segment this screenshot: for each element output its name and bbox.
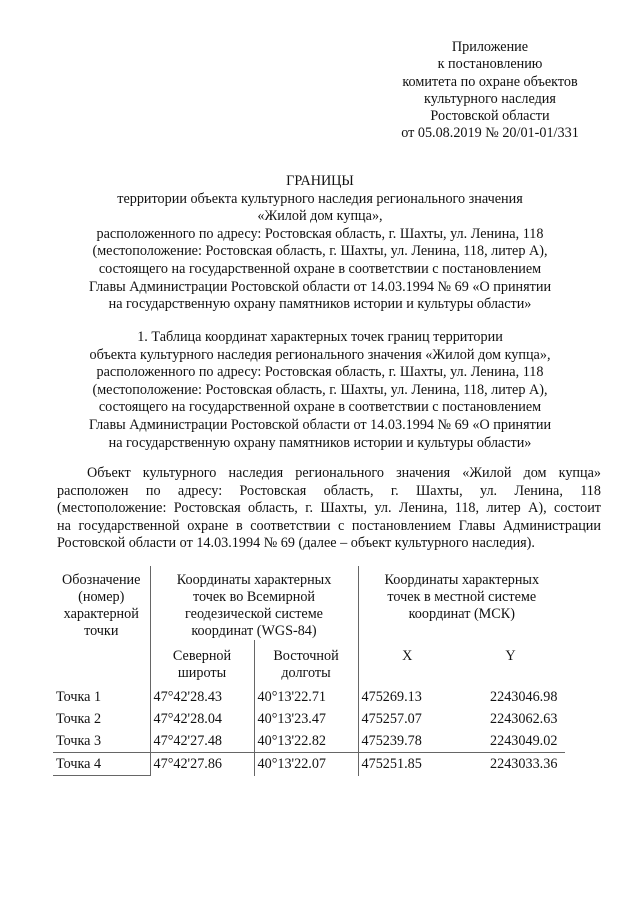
header-point-designation [53, 566, 150, 640]
caption-line: на государственную охрану памятников истории и культуры области» [108, 434, 532, 451]
header-text: Координаты характерных [384, 572, 540, 588]
appendix-line: Ростовской области [430, 108, 550, 125]
appendix-line: Приложение [451, 39, 529, 55]
header-text: координат (WGS-84) [191, 623, 317, 639]
header-wgs84 [150, 566, 358, 640]
title-line: Главы Администрации Ростовской области от 14.03.1994 № 69 «О принятии [88, 278, 552, 295]
y-cell: 2243033.36 [456, 753, 565, 776]
subheader-text: Северной [172, 648, 232, 664]
east-cell: 40°13'23.47 [254, 708, 358, 730]
y-cell: 2243046.98 [490, 688, 558, 705]
subheader-empty [53, 640, 150, 686]
north-cell: 47°42'27.86 [150, 753, 254, 776]
subheader-text: широты [177, 665, 227, 681]
caption-line: расположенного по адресу: Ростовская область, г. Шахты, ул. Ленина, 118 [96, 364, 544, 381]
caption-line: Главы Администрации Ростовской области от 14.03.1994 № 69 «О принятии [88, 416, 552, 433]
subheader-text: долготы [281, 665, 331, 681]
east-cell: 40°13'22.82 [254, 730, 358, 753]
subheader-north [150, 640, 254, 686]
subheader-x: X [358, 640, 456, 686]
title-line: «Жилой дом купца», [257, 208, 383, 225]
header-text: координат (МСК) [408, 606, 515, 622]
paragraph-line: расположен по адресу: Ростовская область, г. Шахты, ул. Ленина, 118 [57, 482, 601, 499]
header-text: точек во Всемирной [192, 589, 316, 605]
y-cell: 2243062.63 [490, 710, 558, 727]
caption-line: 1. Таблица координат характерных точек границ территории [137, 329, 503, 345]
east-cell: 40°13'22.07 [254, 753, 358, 776]
title-line: (местоположение: Ростовская область, г. Шахты, ул. Ленина, 118, литер А), [92, 243, 548, 260]
caption-line: объекта культурного наследия регионального значения «Жилой дом купца», [89, 346, 551, 363]
title-line: территории объекта культурного наследия регионального значения [117, 190, 523, 207]
title-block [40, 173, 600, 314]
table-row [53, 730, 565, 753]
table-subheader-row [53, 640, 565, 686]
subheader-y: Y [505, 648, 516, 664]
point-cell: Точка 4 [53, 753, 150, 776]
y-cell: 2243049.02 [490, 732, 558, 749]
appendix-line: комитета по охране объектов [402, 73, 578, 90]
appendix-header [360, 39, 620, 143]
point-cell: Точка 2 [56, 710, 102, 727]
table-row [53, 753, 565, 776]
appendix-date-line: от 05.08.2019 № 20/01-01/331 [401, 125, 579, 142]
table-caption [40, 329, 600, 452]
point-cell: Точка 3 [56, 732, 102, 749]
coordinates-table [53, 566, 565, 776]
table-row [53, 686, 565, 708]
x-cell: 475269.13 [358, 686, 456, 708]
point-cell: Точка 1 [56, 688, 102, 705]
header-text: Обозначение [62, 572, 141, 588]
table-header-row [53, 566, 565, 640]
document-title: ГРАНИЦЫ [286, 173, 354, 189]
header-text: характерной [63, 606, 139, 622]
paragraph-line: на государственной охране в соответствии с постановлением Главы Администрации [57, 517, 601, 534]
appendix-line: к постановлению [437, 56, 543, 73]
north-cell: 47°42'28.43 [150, 686, 254, 708]
title-line: состоящего на государственной охране в соответствии с постановлением [98, 260, 542, 277]
caption-line: состоящего на государственной охране в соответствии с постановлением [98, 399, 542, 416]
header-text: точки [84, 623, 119, 639]
x-cell: 475239.78 [358, 730, 456, 753]
caption-line: (местоположение: Ростовская область, г. Шахты, ул. Ленина, 118, литер А), [92, 381, 548, 398]
header-text: геодезической системе [185, 606, 323, 622]
header-msk [358, 566, 565, 640]
x-cell: 475251.85 [358, 753, 456, 776]
header-text: (номер) [78, 589, 125, 605]
header-text: Координаты характерных [176, 572, 332, 588]
east-cell: 40°13'22.71 [254, 686, 358, 708]
paragraph-line: Объект культурного наследия регионального значения «Жилой дом купца» [87, 465, 601, 481]
title-line: на государственную охрану памятников истории и культуры области» [108, 296, 532, 313]
x-cell: 475257.07 [358, 708, 456, 730]
paragraph-line: (местоположение: Ростовская область, г. Шахты, ул. Ленина, 118, литер А), состоит [57, 500, 601, 517]
header-text: точек в местной системе [387, 589, 537, 605]
north-cell: 47°42'27.48 [150, 730, 254, 753]
body-paragraph [57, 465, 601, 553]
table-row [53, 708, 565, 730]
title-line: расположенного по адресу: Ростовская область, г. Шахты, ул. Ленина, 118 [96, 225, 544, 242]
north-cell: 47°42'28.04 [150, 708, 254, 730]
paragraph-line: Ростовской области от 14.03.1994 № 69 (далее – объект культурного наследия). [57, 535, 535, 552]
subheader-east [254, 640, 358, 686]
appendix-line: культурного наследия [424, 90, 556, 107]
subheader-text: Восточной [273, 648, 339, 664]
